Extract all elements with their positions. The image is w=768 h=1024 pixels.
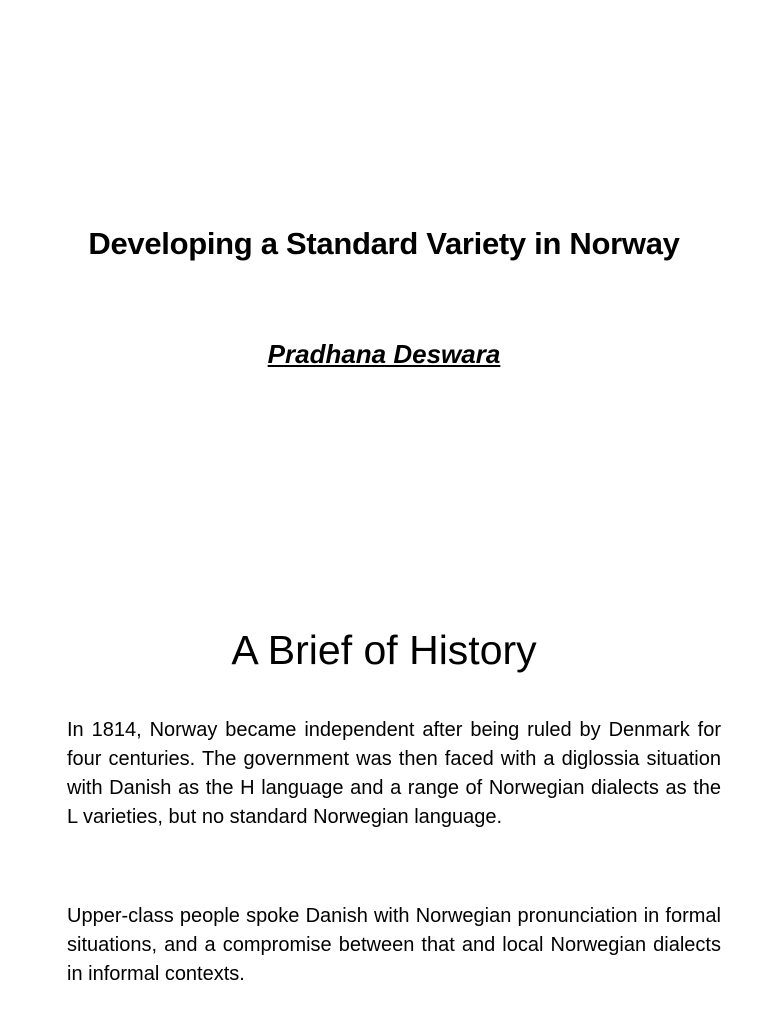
presentation-title: Developing a Standard Variety in Norway bbox=[88, 226, 680, 261]
author-name: Pradhana Deswara bbox=[267, 339, 501, 369]
paragraph-independence: In 1814, Norway became independent after being ruled by Denmark for four centuries. The government was then faced with a diglossia situation with Danish as the H language and a range of Norwegian dialects as the L varieties, but no standard Norwegian language. bbox=[67, 719, 721, 828]
history-slide bbox=[0, 576, 768, 1024]
paragraph-upper-class: Upper-class people spoke Danish with Norwegian pronunciation in formal situations, and a compromise between that and local Norwegian dialects in informal contexts. bbox=[67, 905, 721, 985]
section-heading: A Brief of History bbox=[231, 627, 537, 673]
